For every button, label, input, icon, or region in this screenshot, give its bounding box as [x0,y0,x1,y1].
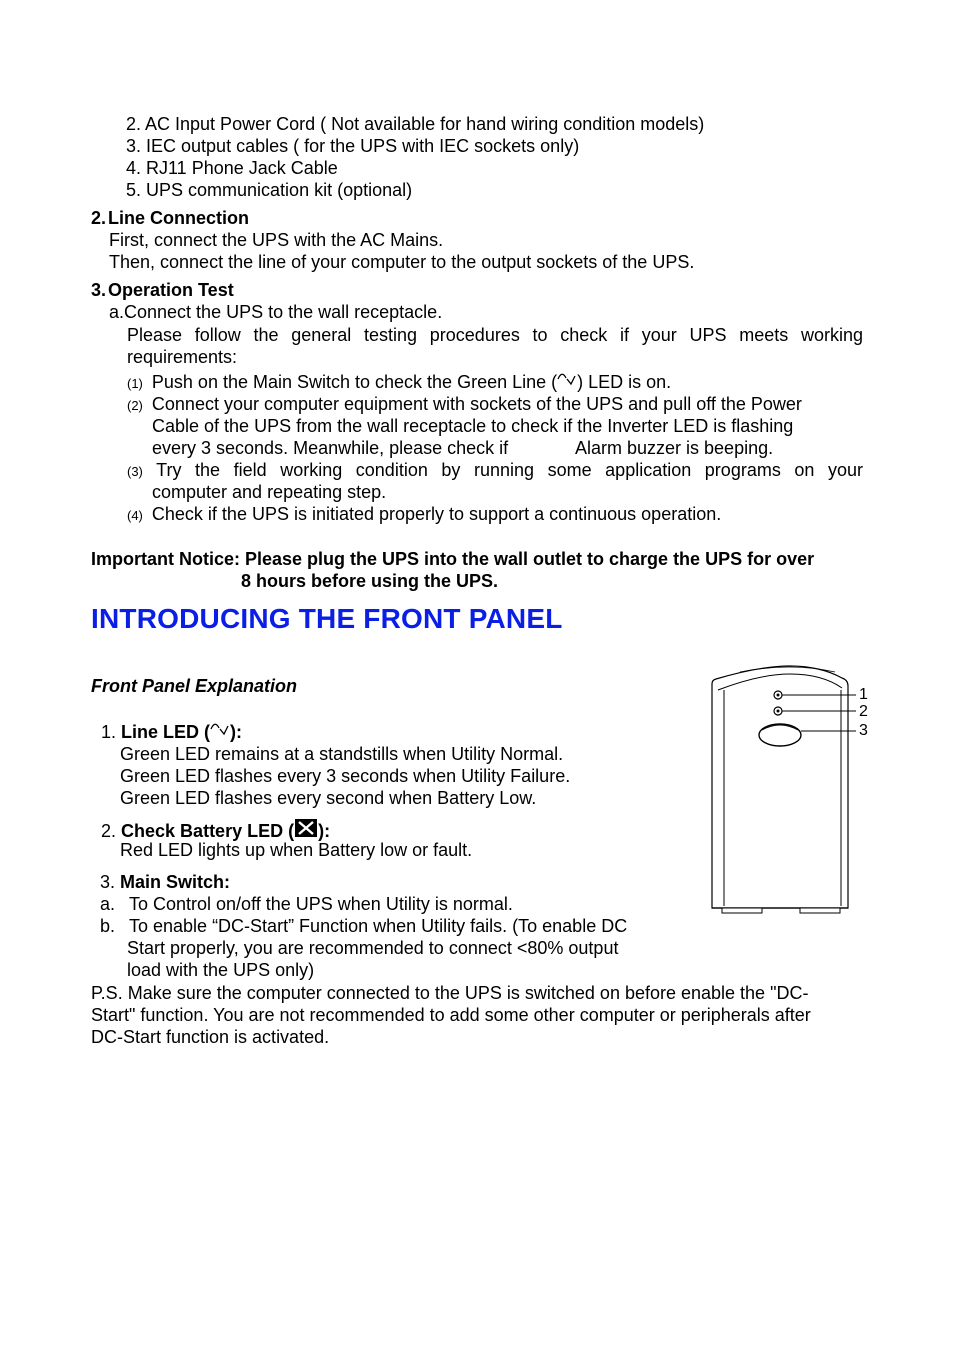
ups-front-panel-diagram [700,660,880,920]
item-text: Cable of the UPS from the wall receptacle to check if the Inverter LED is flashing [152,416,794,436]
ps-note: P.S. Make sure the computer connected to the UPS is switched on before enable the "DC- [91,983,809,1003]
ac-sine-wave-icon [557,372,577,386]
line-led-text: Green LED flashes every second when Battery Low. [120,788,537,808]
test-intro: requirements: [127,347,238,367]
line-led-heading [101,721,242,743]
item-text: ) LED is on. [577,372,672,392]
main-switch-b [100,915,628,937]
list-text: To Control on/off the UPS when Utility is normal. [129,894,513,914]
item-text: computer and repeating step. [152,482,387,502]
test-item [127,393,802,417]
item-number: (1) [127,376,143,391]
section-number: 3. [91,280,107,300]
item-title: Check Battery LED ( [121,821,295,841]
line-led-text: Green LED flashes every 3 seconds when Utility Failure. [120,766,571,786]
ps-note: Start" function. You are not recommended to add some other computer or peripherals after [91,1005,811,1025]
step-a [109,301,442,323]
main-switch-heading [100,871,230,893]
section-title: Line Connection [108,208,250,228]
section-line-connection [91,207,249,229]
ps-note: DC-Start function is activated. [91,1027,330,1047]
item-text: Try the field working condition by running some application programs on your [156,460,863,480]
item-number: 1. [101,722,117,742]
item-text: every 3 seconds. Meanwhile, please check if [152,438,509,458]
item-number: 3. [100,872,116,892]
test-intro: Please follow the general testing procedures to check if your UPS meets working [127,325,863,345]
test-item [127,371,671,395]
accessory-item: 3. IEC output cables ( for the UPS with IEC sockets only) [126,136,580,156]
callout-label: 2 [859,703,868,720]
front-panel-subtitle: Front Panel Explanation [91,676,298,696]
list-text: To enable “DC-Start” Function when Utility fails. (To enable DC [129,916,628,936]
main-switch-a [100,893,513,915]
list-label: a. [100,894,116,914]
accessory-item: 2. AC Input Power Cord ( Not available for hand wiring condition models) [126,114,705,134]
line-connection-text: Then, connect the line of your computer to the output sockets of the UPS. [109,252,695,272]
line-led-text: Green LED remains at a standstills when Utility Normal. [120,744,564,764]
section-number: 2. [91,208,107,228]
item-text: Alarm buzzer is beeping. [575,438,774,458]
accessory-item: 4. RJ11 Phone Jack Cable [126,158,338,178]
item-title: Line LED ( [121,722,211,742]
list-text: load with the UPS only) [127,960,315,980]
item-text: Connect your computer equipment with sockets of the UPS and pull off the Power [151,394,802,414]
callout-label: 3 [859,722,868,739]
item-text: Check if the UPS is initiated properly to support a continuous operation. [151,504,722,524]
callout-label: 1 [859,686,868,703]
item-number: (3) [127,464,143,479]
step-label: a. [109,302,125,322]
item-text: Push on the Main Switch to check the Green Line ( [151,372,558,392]
item-number: (2) [127,398,143,413]
section-operation-test [91,279,234,301]
step-text: Connect the UPS to the wall receptacle. [124,302,443,322]
battery-led-text: Red LED lights up when Battery low or fault. [120,840,473,860]
battery-x-icon [294,817,318,839]
item-title: Main Switch: [120,872,231,892]
accessory-item: 5. UPS communication kit (optional) [126,180,413,200]
line-connection-text: First, connect the UPS with the AC Mains. [109,230,444,250]
item-title: ): [230,722,243,742]
section-heading: INTRODUCING THE FRONT PANEL [91,603,563,634]
item-number: 2. [101,821,117,841]
item-title: ): [318,821,331,841]
ac-sine-wave-icon [210,722,230,736]
list-text: Start properly, you are recommended to connect <80% output [127,938,619,958]
test-item [127,503,721,527]
section-title: Operation Test [108,280,234,300]
important-notice: 8 hours before using the UPS. [241,571,499,591]
important-notice: Important Notice: Please plug the UPS into the wall outlet to charge the UPS for over [91,549,815,569]
item-number: (4) [127,508,143,523]
list-label: b. [100,916,116,936]
test-item [127,459,863,483]
